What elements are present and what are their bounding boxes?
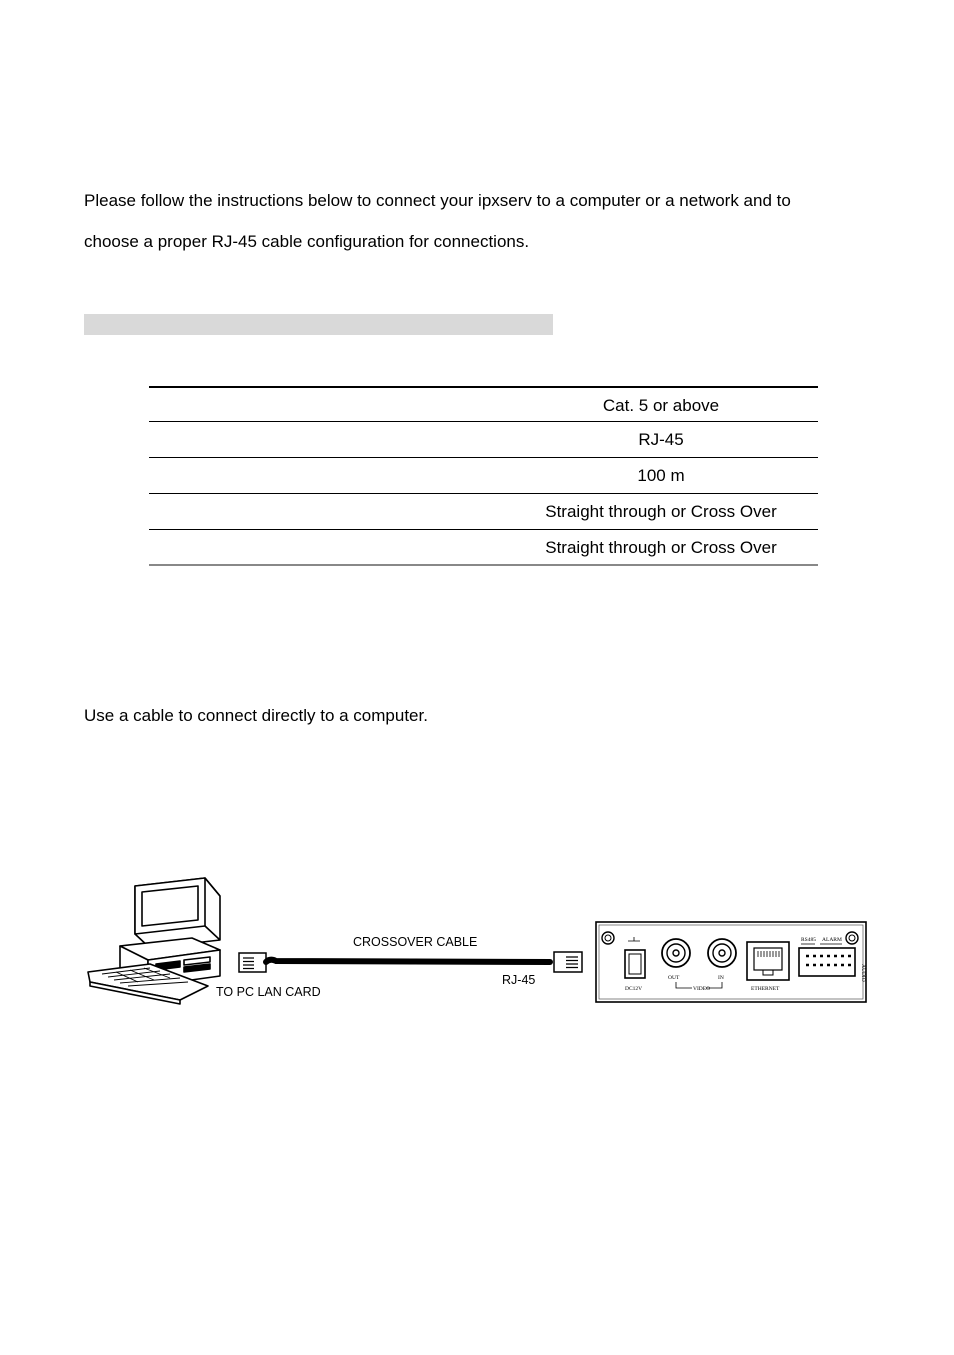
table-cell-value: Cat. 5 or above bbox=[602, 396, 720, 415]
panel-label-power: DC12V bbox=[625, 986, 643, 992]
table-cell-value: Straight through or Cross Over bbox=[545, 538, 777, 557]
table-row bbox=[149, 422, 818, 458]
panel-label-video-out: OUT bbox=[668, 975, 680, 981]
intro-line-2: choose a proper RJ-45 cable configuration for connections. bbox=[84, 232, 530, 251]
table-row bbox=[149, 386, 818, 422]
table-row bbox=[149, 530, 818, 566]
panel-label-video-in: IN bbox=[718, 975, 724, 981]
direct-connection-text: Use a cable to connect directly to a computer. bbox=[84, 706, 428, 725]
computer-icon bbox=[88, 878, 220, 1004]
table-cell-value: 100 m bbox=[637, 466, 685, 485]
table-cell-value: Straight through or Cross Over bbox=[545, 502, 777, 521]
panel-label-ethernet: ETHERNET bbox=[751, 986, 780, 992]
panel-label-alarm: ALARM bbox=[822, 937, 842, 943]
connector-label: RJ-45 bbox=[502, 973, 536, 987]
panel-label-video-group: VIDEO bbox=[693, 986, 711, 992]
cable-label: CROSSOVER CABLE bbox=[353, 935, 478, 949]
table-row bbox=[149, 494, 818, 530]
video-in-connector-icon bbox=[708, 939, 736, 967]
pc-port-label: TO PC LAN CARD bbox=[216, 985, 321, 999]
rj45-connector-left-icon bbox=[239, 953, 266, 972]
screw-icon bbox=[602, 932, 614, 944]
power-jack-icon bbox=[625, 937, 645, 978]
video-out-connector-icon bbox=[662, 939, 690, 967]
table-row bbox=[149, 458, 818, 494]
connection-diagram bbox=[80, 868, 880, 1018]
screw-icon bbox=[846, 932, 858, 944]
panel-label-rs485: RS485 bbox=[801, 937, 816, 943]
section-heading-bar bbox=[84, 314, 553, 335]
panel-label-audio: AUDIO bbox=[860, 964, 866, 982]
terminal-block-icon bbox=[799, 944, 855, 976]
intro-line-1: Please follow the instructions below to connect your ipxserv to a computer or a network and to bbox=[84, 191, 791, 210]
cable-spec-table bbox=[149, 386, 818, 566]
ethernet-port-icon bbox=[747, 942, 789, 980]
rj45-connector-right-icon bbox=[554, 952, 582, 972]
table-cell-value: RJ-45 bbox=[638, 430, 684, 449]
crossover-cable bbox=[266, 960, 550, 962]
